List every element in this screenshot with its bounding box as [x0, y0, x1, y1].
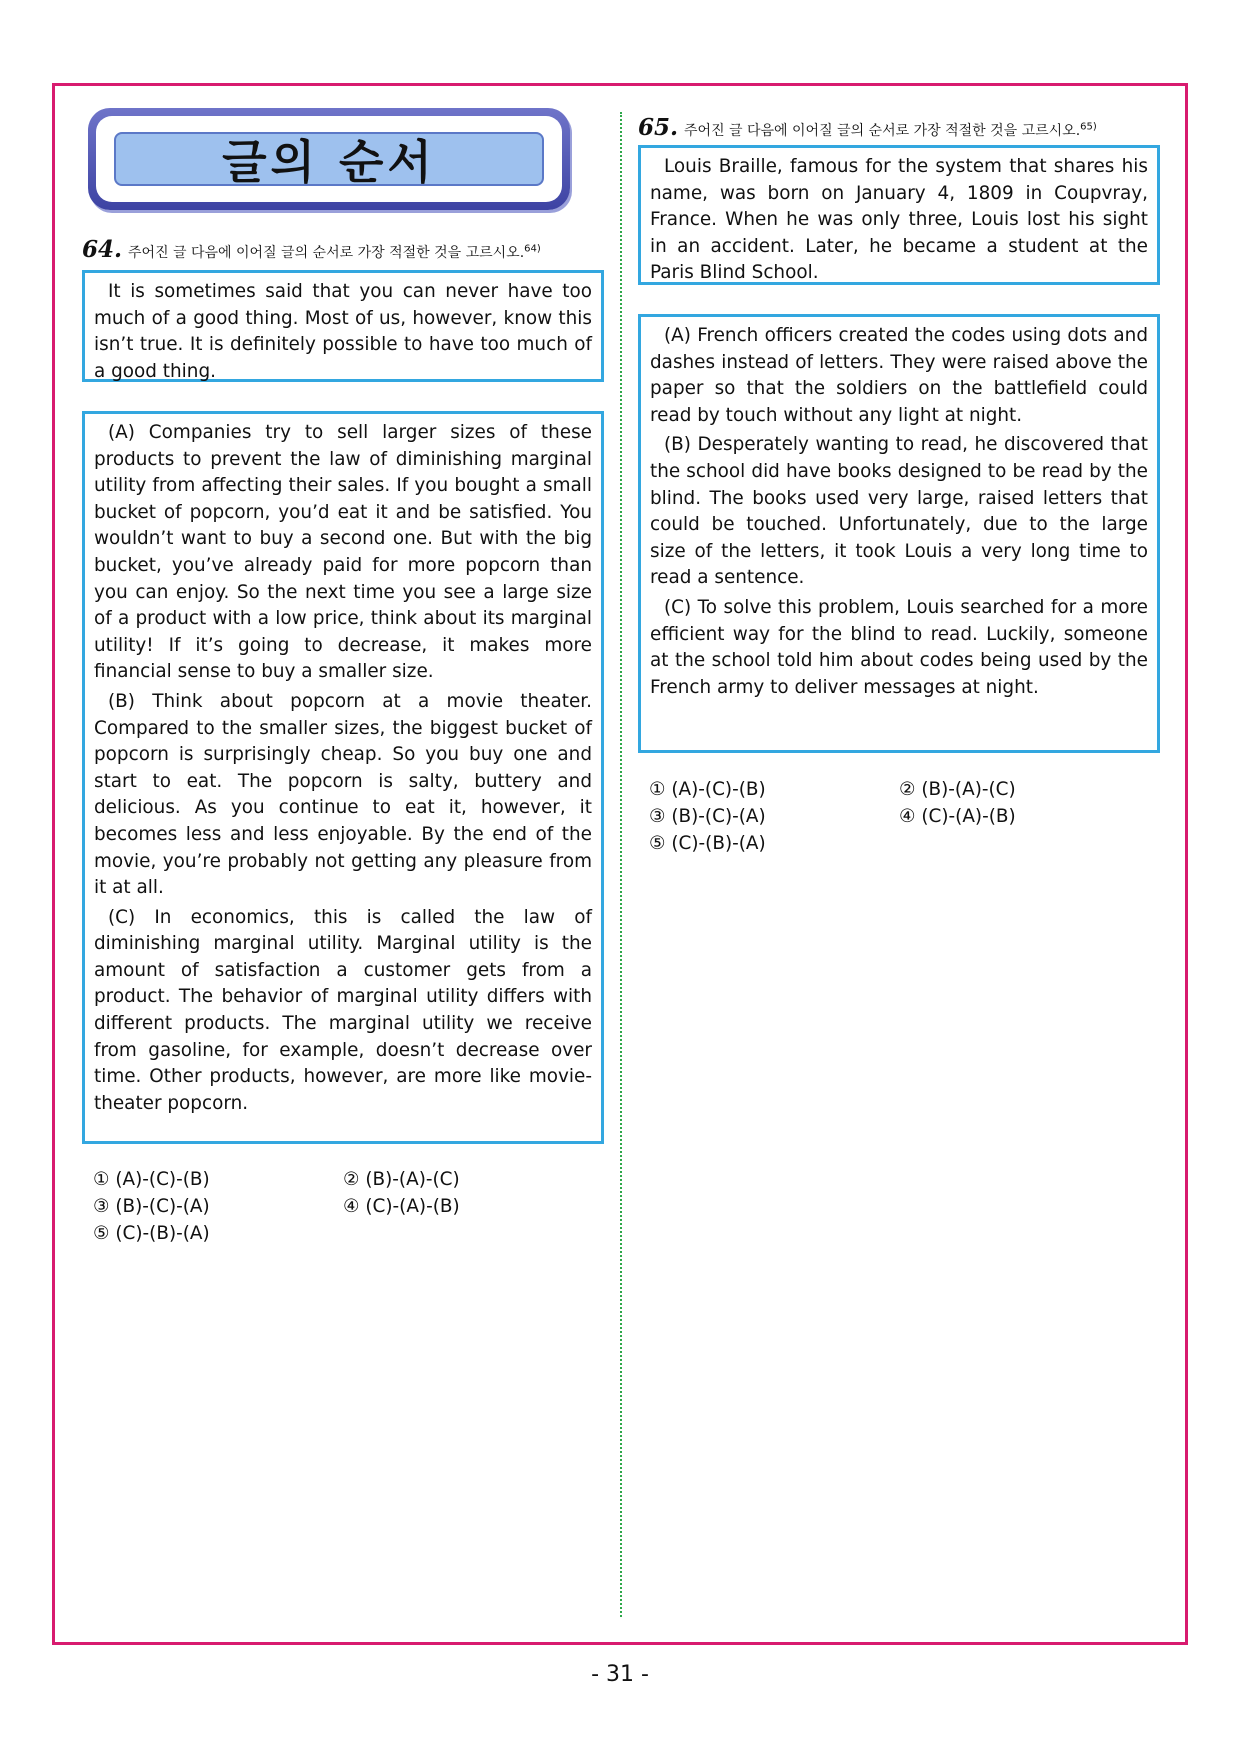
choice-3[interactable]: ③ (B)-(C)-(A) — [93, 1196, 210, 1217]
given-text-box — [82, 270, 604, 382]
choice-5[interactable]: ⑤ (C)-(B)-(A) — [93, 1223, 210, 1244]
question-number: 64. — [82, 236, 123, 263]
choice-4[interactable]: ④ (C)-(A)-(B) — [899, 806, 1016, 827]
paragraph-b: (B) Think about popcorn at a movie theater. Compared to the smaller sizes, the biggest bucket of popcorn is surprisingly cheap. So you buy one and start to eat. The popcorn is salty, buttery and delicious. As you continue to eat it, however, it becomes less and less enjoyable. By the end of the movie, you’re probably not getting any pleasure from it at all. — [94, 690, 592, 899]
footnote-marker: 64) — [524, 243, 541, 255]
answer-choices — [93, 1166, 593, 1247]
section-title: 글의 순서 — [222, 135, 436, 189]
question-number: 65. — [638, 114, 679, 141]
choice-2[interactable]: ② (B)-(A)-(C) — [899, 779, 1016, 800]
given-text: Louis Braille, famous for the system that shares his name, was born on January 4, 1809 in Coupvray, France. When he was only three, Louis lost his sight in an accident. Later, he became a student at the Paris Blind School. — [650, 156, 1148, 284]
paragraph-c: (C) In economics, this is called the law of diminishing marginal utility. Marginal utility is the amount of satisfaction a customer gets from a product. The behavior of marginal utility differs with different products. The marginal utility we receive from gasoline, for example, doesn’t decrease over time. Other products, however, are more like movie-theater popcorn. — [94, 906, 592, 1114]
given-text-box — [638, 145, 1160, 285]
paragraphs-box — [82, 411, 604, 1144]
question-instruction: 주어진 글 다음에 이어질 글의 순서로 가장 적절한 것을 고르시오. — [128, 245, 525, 261]
answer-choices — [649, 776, 1149, 857]
paragraph-c: (C) To solve this problem, Louis searched for a more efficient way for the blind to read. Luckily, someone at the school told him about codes being used by the French army to deliver messages at night. — [650, 596, 1148, 698]
paragraphs-box — [638, 314, 1160, 753]
page-number: - 31 - — [591, 1662, 649, 1687]
footnote-marker: 65) — [1080, 121, 1097, 133]
choice-2[interactable]: ② (B)-(A)-(C) — [343, 1169, 460, 1190]
paragraph-b: (B) Desperately wanting to read, he discovered that the school did have books designed to be read by the blind. The books used very large, raised letters that could be touched. Unfortunately, due to the large size of the letters, it took Louis a very long time to read a sentence. — [650, 434, 1148, 589]
choice-3[interactable]: ③ (B)-(C)-(A) — [649, 806, 766, 827]
choice-1[interactable]: ① (A)-(C)-(B) — [649, 779, 766, 800]
choice-5[interactable]: ⑤ (C)-(B)-(A) — [649, 833, 766, 854]
paragraph-a: (A) French officers created the codes using dots and dashes instead of letters. They were raised above the paper so that the soldiers on the battlefield could read by touch without any light at night. — [650, 325, 1148, 426]
choice-1[interactable]: ① (A)-(C)-(B) — [93, 1169, 210, 1190]
given-text: It is sometimes said that you can never have too much of a good thing. Most of us, however, know this isn’t true. It is definitely possible to have too much of a good thing. — [94, 281, 592, 382]
section-title-banner — [88, 108, 570, 210]
paragraph-a: (A) Companies try to sell larger sizes of these products to prevent the law of diminishing marginal utility from affecting their sales. If you bought a small bucket of popcorn, you’d eat it and be satisfied. You wouldn’t want to buy a second one. But with the big bucket, you’ve already paid for more popcorn than you can enjoy. So the next time you see a large size of a product with a low price, think about its marginal utility! If it’s going to decrease, it makes more financial sense to buy a smaller size. — [94, 422, 592, 683]
question-65-header — [638, 114, 1097, 141]
column-divider — [620, 112, 622, 1617]
question-instruction: 주어진 글 다음에 이어질 글의 순서로 가장 적절한 것을 고르시오. — [684, 123, 1081, 139]
question-64-header — [82, 236, 541, 263]
choice-4[interactable]: ④ (C)-(A)-(B) — [343, 1196, 460, 1217]
